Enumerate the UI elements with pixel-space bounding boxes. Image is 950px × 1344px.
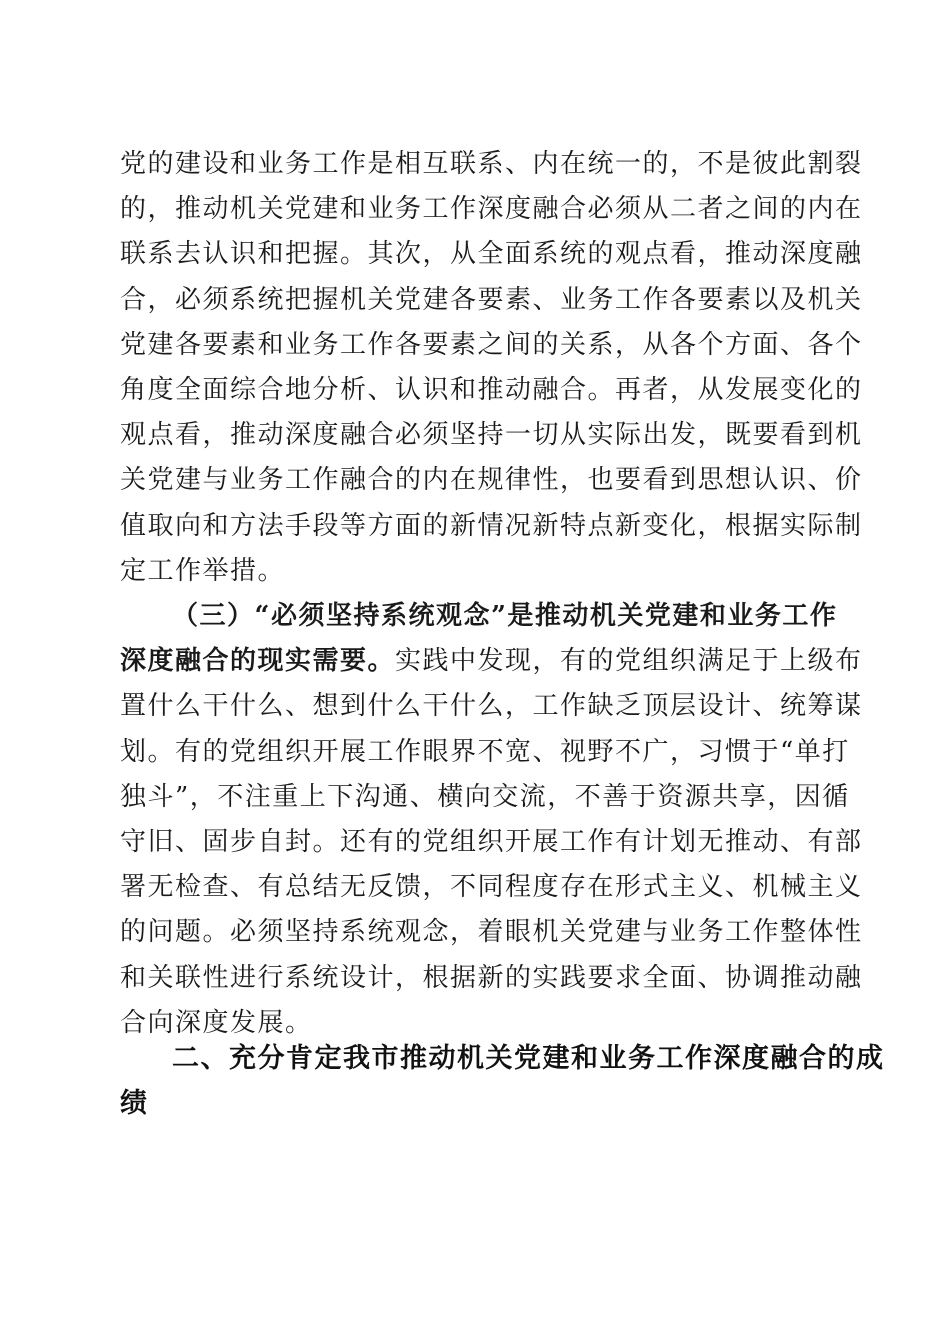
paragraph-line: 观点看，推动深度融合必须坚持一切从实际出发，既要看到机 [120,420,863,451]
paragraph-line: 的问题。必须坚持系统观念，着眼机关党建与业务工作整体性 [120,917,863,948]
paragraph-line: 和关联性进行系统设计，根据新的实践要求全面、协调推动融 [120,962,863,993]
paragraph-line: 署无检查、有总结无反馈，不同程度存在形式主义、机械主义 [120,872,863,903]
paragraph-line: 合向深度发展。 [120,1007,313,1038]
paragraph-line: 独斗”，不注重上下沟通、横向交流，不善于资源共享，因循 [120,781,850,812]
paragraph-system-view [120,142,863,594]
paragraph-line: 党的建设和业务工作是相互联系、内在统一的，不是彼此割裂 [120,149,863,179]
paragraph-line-text: 实践中发现，有的党组织满足于上级布 [395,646,863,677]
section-subheading-tail: 深度融合的现实需要。 [120,646,396,677]
paragraph-line: 划。有的党组织开展工作眼界不宽、视野不广，习惯于“单打 [120,736,850,767]
section-subheading: （三）“必须坚持系统观念”是推动机关党建和业务工作 [172,601,838,631]
paragraph-practical-need [120,594,863,1046]
paragraph-line [120,639,863,684]
paragraph-line: 值取向和方法手段等方面的新情况新特点新变化，根据实际制 [120,510,863,541]
paragraph-line: 的，推动机关党建和业务工作深度融合必须从二者之间的内在 [120,194,863,225]
section-heading-line: 绩 [120,1088,149,1120]
paragraph-line: 角度全面综合地分析、认识和推动融合。再者，从发展变化的 [120,374,863,405]
paragraph-line: 守旧、固步自封。还有的党组织开展工作有计划无推动、有部 [120,826,863,857]
paragraph-line: 合，必须系统把握机关党建各要素、业务工作各要素以及机关 [120,284,863,315]
section-heading [120,1034,885,1124]
paragraph-line: 党建各要素和业务工作各要素之间的关系，从各个方面、各个 [120,329,863,360]
section-heading-line: 二、充分肯定我市推动机关党建和业务工作深度融合的成 [172,1043,885,1074]
paragraph-line: 置什么干什么、想到什么干什么，工作缺乏顶层设计、统筹谋 [120,691,863,722]
paragraph-line: 联系去认识和把握。其次，从全面系统的观点看，推动深度融 [120,239,863,270]
paragraph-line: 定工作举措。 [120,555,286,586]
paragraph-line: 关党建与业务工作融合的内在规律性，也要看到思想认识、价 [120,465,863,496]
